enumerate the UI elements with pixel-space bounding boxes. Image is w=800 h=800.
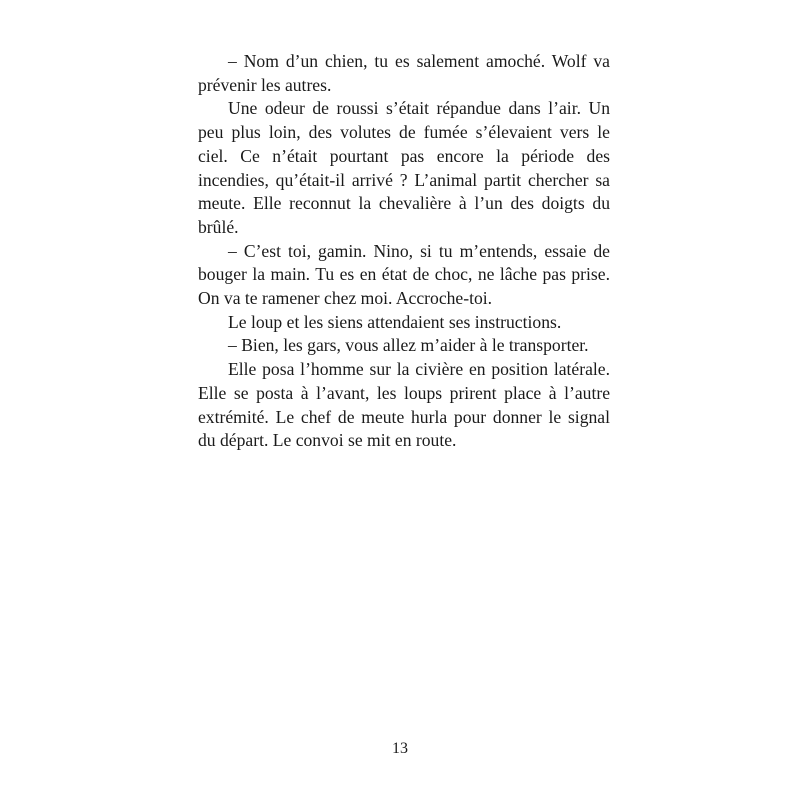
body-text xyxy=(198,50,610,453)
page-number: 13 xyxy=(392,740,408,757)
paragraph-2: Une odeur de roussi s’était répandue dans l’air. Un peu plus loin, des volutes de fumée s’élevaient vers le ciel. Ce n’était pourtant pas encore la période des incendies, qu’était-il arrivé ? L’animal partit chercher sa meute. Elle reconnut la chevalière à l’un des doigts du brûlé. xyxy=(198,98,610,237)
paragraph-6: Elle posa l’homme sur la civière en position latérale. Elle se posta à l’avant, les loups prirent place à l’autre extrémité. Le chef de meute hurla pour donner le signal du départ. Le convoi se mit en route. xyxy=(198,359,610,451)
paragraph-5: – Bien, les gars, vous allez m’aider à le transporter. xyxy=(228,335,589,356)
paragraph-3: – C’est toi, gamin. Nino, si tu m’entends, essaie de bouger la main. Tu es en état de choc, ne lâche pas prise. On va te ramener chez moi. Accroche-toi. xyxy=(198,240,610,309)
paragraph-1: – Nom d’un chien, tu es salement amoché. Wolf va prévenir les autres. xyxy=(198,51,610,95)
paragraph-4: Le loup et les siens attendaient ses instructions. xyxy=(228,311,562,332)
